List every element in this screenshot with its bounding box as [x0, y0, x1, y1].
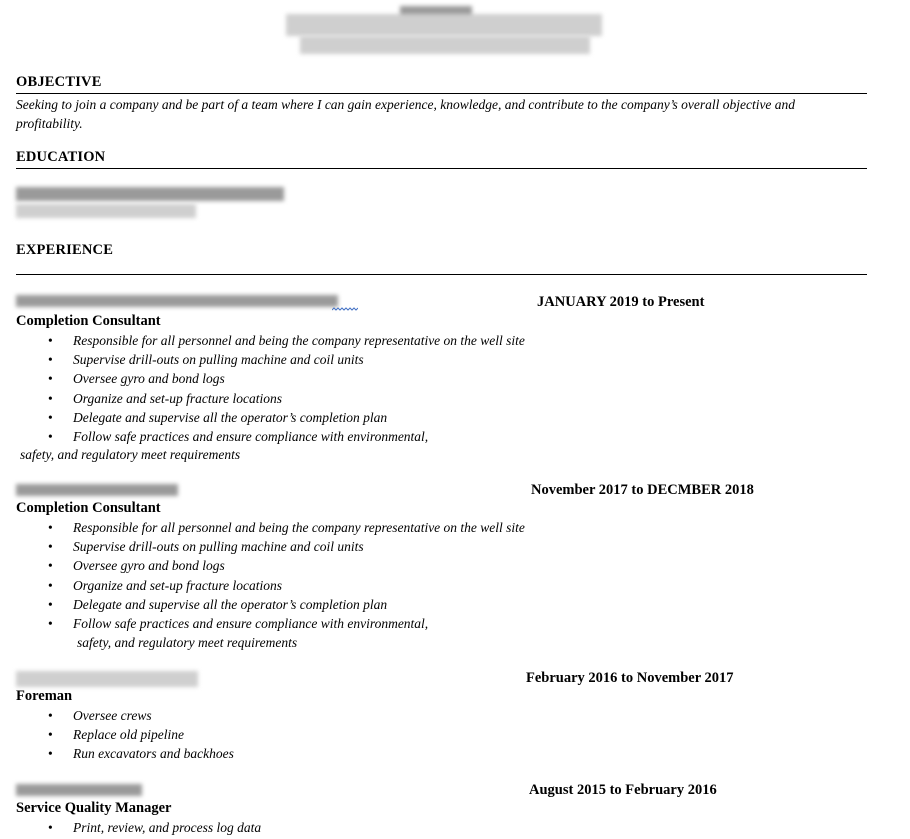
- job-1-bullets: [16, 331, 525, 446]
- list-item: • Oversee gyro and bond logs: [48, 558, 225, 574]
- job-3-date: February 2016 to November 2017: [526, 670, 734, 686]
- job-2-bullets: [16, 518, 525, 633]
- job-4-bullets: [16, 818, 261, 837]
- job-1-date: JANUARY 2019 to Present: [537, 294, 705, 310]
- list-item: • Follow safe practices and ensure compliance with environmental,: [48, 615, 429, 631]
- experience-heading: EXPERIENCE: [16, 242, 114, 258]
- redacted-contact: [286, 14, 602, 36]
- redacted-education-line-1: [16, 187, 284, 201]
- job-4-date: August 2015 to February 2016: [529, 782, 717, 798]
- job-2-date: November 2017 to DECMBER 2018: [531, 482, 754, 498]
- redacted-contact-line-2: [300, 36, 590, 54]
- list-item: • Supervise drill-outs on pulling machine and coil units: [48, 539, 364, 555]
- education-rule: [16, 168, 867, 169]
- experience-rule: [16, 274, 867, 275]
- redacted-company-3: [16, 671, 198, 687]
- list-item: • Delegate and supervise all the operator’s completion plan: [48, 409, 388, 425]
- job-3-title: Foreman: [16, 688, 73, 704]
- redacted-company-4: [16, 784, 142, 796]
- objective-text: Seeking to join a company and be part of a team where I can gain experience, knowledge, and contribute to the company’s overall objective and profitability.: [16, 97, 796, 131]
- education-heading: EDUCATION: [16, 149, 106, 165]
- list-item: • Run excavators and backhoes: [48, 746, 234, 762]
- list-item: • Responsible for all personnel and being the company representative on the well site: [48, 333, 525, 348]
- list-item: • Print, review, and process log data: [48, 820, 262, 835]
- job-1-title: Completion Consultant: [16, 313, 161, 329]
- objective-rule: [16, 93, 867, 94]
- list-item: • Oversee gyro and bond logs: [48, 371, 225, 387]
- job-3-bullets: [16, 706, 234, 764]
- objective-heading: OBJECTIVE: [16, 74, 102, 90]
- list-item: • Replace old pipeline: [48, 727, 184, 743]
- list-item: • Organize and set-up fracture locations: [48, 390, 282, 406]
- list-item: • Responsible for all personnel and being the company representative on the well site: [48, 520, 525, 535]
- job-2-title: Completion Consultant: [16, 500, 161, 516]
- job-4-title: Service Quality Manager: [16, 800, 172, 816]
- list-item: • Oversee crews: [48, 708, 152, 723]
- redacted-education-line-2: [16, 204, 196, 218]
- job-2-bullet-continuation: safety, and regulatory meet requirements: [77, 635, 298, 650]
- spellcheck-underline: [332, 307, 358, 311]
- redacted-company-2: [16, 484, 178, 496]
- list-item: • Follow safe practices and ensure compliance with environmental,: [48, 428, 429, 444]
- job-1-bullet-continuation: safety, and regulatory meet requirements: [20, 447, 241, 462]
- list-item: • Delegate and supervise all the operator’s completion plan: [48, 596, 388, 612]
- list-item: • Organize and set-up fracture locations: [48, 577, 282, 593]
- redacted-company-1: [16, 295, 338, 307]
- list-item: • Supervise drill-outs on pulling machine and coil units: [48, 352, 364, 368]
